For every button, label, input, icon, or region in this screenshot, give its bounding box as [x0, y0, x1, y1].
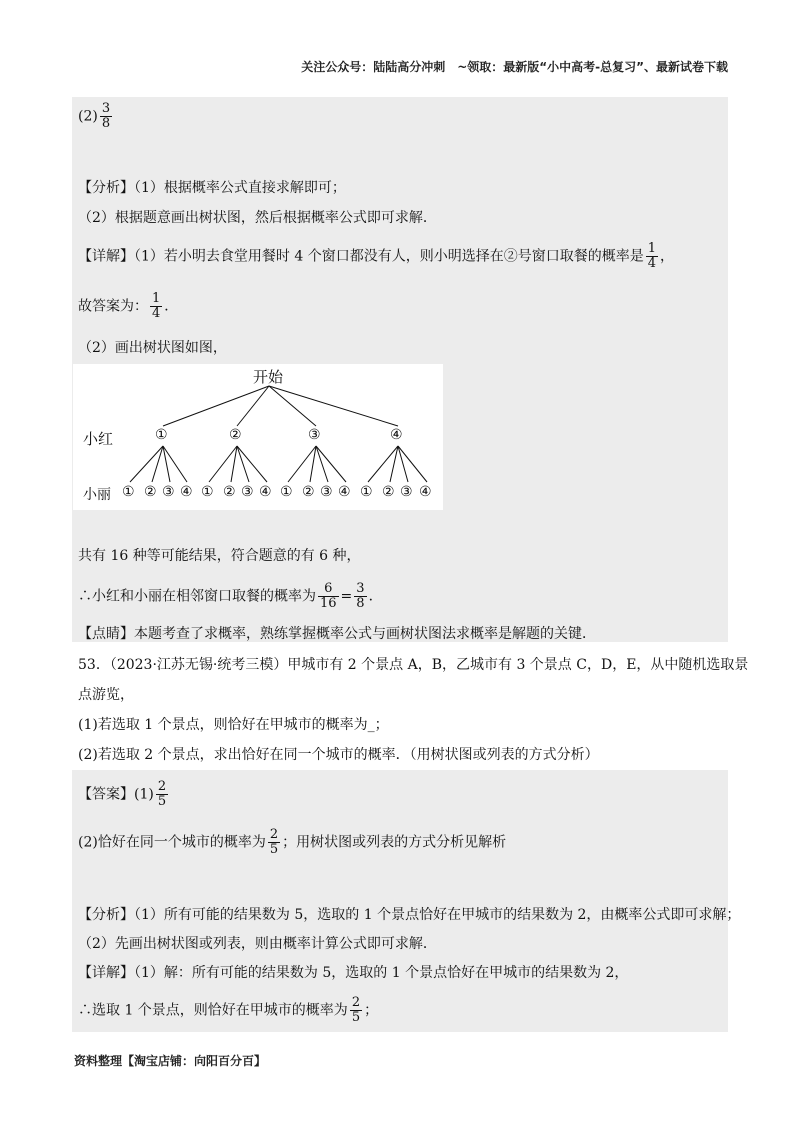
- tree-node: ①: [155, 427, 168, 443]
- fraction: $\frac{3}{8}$: [101, 101, 111, 131]
- question-53-line-2: 点游览，: [78, 687, 134, 703]
- comment-line: 【点睛】本题考查了求概率，熟练掌握概率公式与画树状图法求概率是解题的关键．: [78, 626, 596, 642]
- fraction: $\frac{2}{5}$: [269, 827, 279, 857]
- tree-leaf: ①: [360, 484, 373, 500]
- tree-start: 开始: [253, 368, 284, 386]
- tree-leaf: ①: [280, 484, 293, 500]
- fraction: $\frac{2}{5}$: [157, 779, 167, 809]
- tree-leaf: ③: [162, 484, 175, 500]
- fraction: $\frac{6}{16}$: [320, 581, 337, 611]
- analysis-line-2: （2）根据题意画出树状图，然后根据概率公式即可求解．: [78, 210, 437, 226]
- tree-node: ④: [390, 427, 403, 443]
- question-53-part-2: (2)若选取 2 个景点，求出恰好在同一个城市的概率．（用树状图或列表的方式分析）: [78, 747, 599, 763]
- page-footer: 资料整理【淘宝店铺：向阳百分百】: [74, 1054, 267, 1068]
- analysis-line-1: 【分析】（1）根据概率公式直接求解即可；: [78, 180, 346, 196]
- tree-leaf: ④: [259, 484, 272, 500]
- page-header: 关注公众号：陆陆高分冲刺 ~领取：最新版“小中高考-总复习”、最新试卷下载: [301, 60, 728, 74]
- tree-leaf: ④: [338, 484, 351, 500]
- tree-row-label-xiaohong: 小红: [83, 430, 114, 448]
- answer-2-line: (2) $\frac{3}{8}$: [78, 101, 111, 131]
- tree-leaf: ③: [320, 484, 333, 500]
- tree-leaf: ①: [122, 484, 135, 500]
- question-53-line-1: 53．（2023·江苏无锡·统考三模）甲城市有 2 个景点 A，B，乙城市有 3 个景点 C，D，E，从中随机选取景: [78, 657, 749, 673]
- fraction: $\frac{1}{4}$: [647, 241, 656, 271]
- fraction: $\frac{3}{8}$: [356, 581, 365, 611]
- tree-leaf: ②: [382, 484, 395, 500]
- analysis-53-line-1: 【分析】（1）所有可能的结果数为 5，选取的 1 个景点恰好在甲城市的结果数为 2，由概率公式即可求解；: [78, 907, 741, 923]
- tree-row-label-xiaoli: 小丽: [83, 487, 111, 503]
- draw-tree-line: （2）画出树状图如图，: [78, 340, 227, 356]
- fraction: $\frac{2}{5}$: [351, 995, 361, 1025]
- tree-diagram: [73, 364, 443, 510]
- detail-line-1: 【详解】（1）若小明去食堂用餐时 4 个窗口都没有人，则小明选择在②号窗口取餐的概率是 $\frac{1}{4}$ ，: [78, 241, 674, 271]
- total-results-line: 共有 16 种等可能结果，符合题意的有 6 种，: [78, 548, 361, 564]
- probability-line: ∴小红和小丽在相邻窗口取餐的概率为 $\frac{6}{16}$ = $\frac{3}{8}$ ．: [78, 581, 383, 611]
- tree-leaf: ③: [400, 484, 413, 500]
- answer-53-line-2: (2)恰好在同一个城市的概率为 $\frac{2}{5}$ ；用树状图或列表的方式分析见解析: [78, 827, 507, 857]
- tree-leaf: ②: [144, 484, 157, 500]
- tree-leaf: ①: [201, 484, 214, 500]
- detail-53-line-2: ∴选取 1 个景点，则恰好在甲城市的概率为 $\frac{2}{5}$ ；: [78, 995, 379, 1025]
- tree-leaf: ③: [241, 484, 254, 500]
- tree-node: ②: [229, 427, 242, 443]
- solution-block-53: [72, 770, 728, 1032]
- tree-lines: [130, 386, 427, 482]
- tree-leaf: ④: [419, 484, 432, 500]
- analysis-53-line-2: （2）先画出树状图或列表，则由概率计算公式即可求解．: [78, 936, 437, 952]
- answer-is-line: 故答案为： $\frac{1}{4}$ ．: [78, 291, 179, 321]
- detail-53-line-1: 【详解】（1）解：所有可能的结果数为 5，选取的 1 个景点恰好在甲城市的结果数为 2，: [78, 965, 629, 981]
- tree-leaf: ②: [302, 484, 315, 500]
- question-53-part-1: (1)若选取 1 个景点，则恰好在甲城市的概率为_；: [78, 717, 389, 733]
- tree-leaf: ②: [223, 484, 236, 500]
- answer-53-line-1: 【答案】(1) $\frac{2}{5}$: [78, 779, 167, 809]
- tree-leaf: ④: [180, 484, 193, 500]
- fraction: $\frac{1}{4}$: [152, 291, 161, 321]
- tree-node: ③: [308, 427, 321, 443]
